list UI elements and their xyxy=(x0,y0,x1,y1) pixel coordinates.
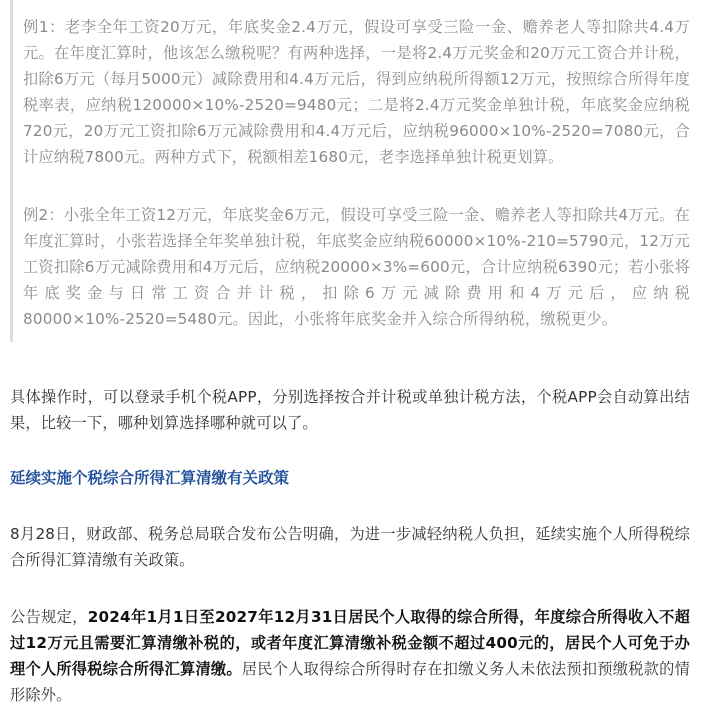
policy-lead-text: 公告规定， xyxy=(10,608,88,626)
announcement-paragraph: 8月28日，财政部、税务总局联合发布公告明确，为进一步减轻纳税人负担，延续实施个人所得税综合所得汇算清缴有关政策。 xyxy=(10,525,690,569)
quote-block xyxy=(10,0,690,342)
policy-paragraph xyxy=(10,604,690,708)
policy-tail-text: 居民个人取得综合所得时存在扣缴义务人未依法预扣预缴税款的情形除外。 xyxy=(10,660,690,704)
section-title: 延续实施个税综合所得汇算清缴有关政策 xyxy=(10,469,290,487)
policy-bold-text: 2024年1月1日至2027年12月31日居民个人取得的综合所得，年度综合所得收入不超过12万元且需要汇算清缴补税的，或者年度汇算清缴补税金额不超过400元的，居民个人可免于办理个人所得税综合所得汇算清缴。 xyxy=(10,608,690,678)
example-1-paragraph: 例1：老李全年工资20万元，年底奖金2.4万元，假设可享受三险一金、赡养老人等扣除共4.4万元。在年度汇算时，他该怎么缴税呢？有两种选择，一是将2.4万元奖金和20万元工资合并计税，扣除6万元（每月5000元）减除费用和4.4万元后，得到应纳税所得额12万元，按照综合所得年度税率表，应纳税120000×10%-2520=9480元；二是将2.4万元奖金单独计税，年底奖金应纳税720元，20万元工资扣除6万元减除费用和4.4万元后，应纳税96000×10%-2520=7080元，合计应纳税7800元。两种方式下，税额相差1680元，老李选择单独计税更划算。 xyxy=(23,18,690,166)
operation-paragraph: 具体操作时，可以登录手机个税APP，分别选择按合并计税或单独计税方法，个税APP会自动算出结果，比较一下，哪种划算选择哪种就可以了。 xyxy=(10,388,690,432)
example-2-paragraph: 例2：小张全年工资12万元，年底奖金6万元，假设可享受三险一金、赡养老人等扣除共4万元。在年度汇算时，小张若选择全年奖单独计税，年底奖金应纳税60000×10%-210=5790元，12万元工资扣除6万元减除费用和4万元后，应纳税20000×3%=600元，合计应纳税6390元；若小张将年底奖金与日常工资合并计税，扣除6万元减除费用和4万元后，应纳税80000×10%-2520=5480元。因此，小张将年底奖金并入综合所得纳税，缴税更少。 xyxy=(23,206,690,328)
